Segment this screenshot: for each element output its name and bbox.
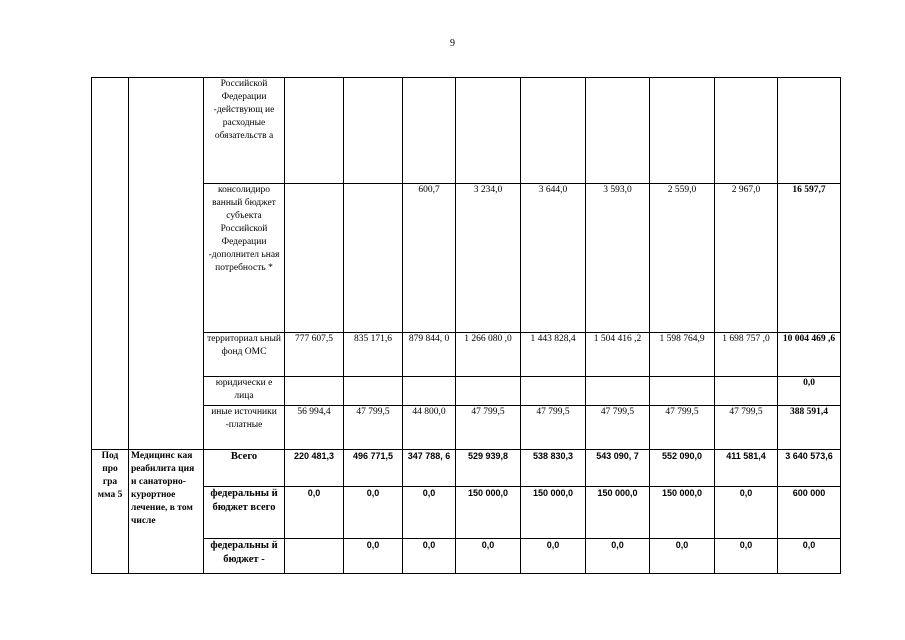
value-cell: 835 171,6 [344,333,403,377]
value-cell: 150 000,0 [586,487,650,539]
value-cell: 529 939,8 [456,450,521,487]
value-cell [285,539,344,574]
value-cell: 1 266 080 ,0 [456,333,521,377]
value-cell [586,377,650,406]
total-cell: 16 597,7 [778,184,841,333]
value-cell: 1 698 757 ,0 [715,333,778,377]
table-row [92,406,841,450]
subprogram-code-cell [92,78,129,450]
row-label: территориал ьный фонд ОМС [204,333,285,377]
value-cell: 1 504 416 ,2 [586,333,650,377]
value-cell: 3 593,0 [586,184,650,333]
value-cell: 600,7 [403,184,456,333]
table-row [92,487,841,539]
page-number: 9 [450,38,455,49]
total-cell [778,78,841,184]
value-cell: 56 994,4 [285,406,344,450]
value-cell: 0,0 [344,487,403,539]
row-label: консолидиро ванный бюджет субъекта Российской Федерации -дополнител ьная потребность * [204,184,285,333]
value-cell: 150 000,0 [650,487,715,539]
value-cell: 0,0 [715,539,778,574]
value-cell: 150 000,0 [456,487,521,539]
row-label: Российской Федерации -действующ ие расходные обязательств а [204,78,285,184]
table-row [92,333,841,377]
value-cell: 411 581,4 [715,450,778,487]
value-cell: 47 799,5 [650,406,715,450]
subprogram-name: Медицинс кая реабилита ция и санаторно- курортное лечение, в том числе [129,450,204,574]
value-cell: 0,0 [715,487,778,539]
value-cell: 496 771,5 [344,450,403,487]
value-cell [285,377,344,406]
value-cell: 47 799,5 [715,406,778,450]
value-cell: 1 598 764,9 [650,333,715,377]
value-cell: 543 090, 7 [586,450,650,487]
value-cell [456,78,521,184]
value-cell: 0,0 [344,539,403,574]
total-cell: 600 000 [778,487,841,539]
value-cell: 777 607,5 [285,333,344,377]
value-cell: 0,0 [586,539,650,574]
subprogram-code: Под про гра мма 5 [92,450,129,574]
value-cell: 347 788, 6 [403,450,456,487]
value-cell: 3 644,0 [521,184,586,333]
value-cell [586,78,650,184]
table-row [92,450,841,487]
table-row [92,184,841,333]
total-cell: 388 591,4 [778,406,841,450]
value-cell: 879 844, 0 [403,333,456,377]
table-row [92,377,841,406]
value-cell: 2 559,0 [650,184,715,333]
value-cell [650,78,715,184]
value-cell: 3 234,0 [456,184,521,333]
value-cell: 47 799,5 [586,406,650,450]
value-cell: 0,0 [403,487,456,539]
value-cell: 0,0 [403,539,456,574]
value-cell [344,78,403,184]
value-cell [344,377,403,406]
value-cell [344,184,403,333]
total-cell: 10 004 469 ,6 [778,333,841,377]
total-cell: 0,0 [778,539,841,574]
value-cell: 538 830,3 [521,450,586,487]
value-cell: 552 090,0 [650,450,715,487]
table-row [92,78,841,184]
value-cell [456,377,521,406]
row-label: юридически е лица [204,377,285,406]
value-cell [285,78,344,184]
value-cell: 2 967,0 [715,184,778,333]
row-label: Всего [204,450,285,487]
subprogram-name-cell [129,78,204,450]
budget-table [91,77,841,574]
value-cell [403,78,456,184]
value-cell: 47 799,5 [456,406,521,450]
value-cell: 220 481,3 [285,450,344,487]
total-cell: 3 640 573,6 [778,450,841,487]
value-cell [403,377,456,406]
value-cell [650,377,715,406]
value-cell [285,184,344,333]
value-cell: 47 799,5 [521,406,586,450]
value-cell: 0,0 [521,539,586,574]
value-cell: 47 799,5 [344,406,403,450]
total-cell: 0,0 [778,377,841,406]
value-cell: 1 443 828,4 [521,333,586,377]
value-cell: 150 000,0 [521,487,586,539]
row-label: федеральны й бюджет - [204,539,285,574]
value-cell [715,78,778,184]
value-cell: 0,0 [650,539,715,574]
value-cell: 0,0 [456,539,521,574]
value-cell [715,377,778,406]
row-label: иные источники -платные [204,406,285,450]
value-cell: 44 800,0 [403,406,456,450]
value-cell [521,78,586,184]
value-cell [521,377,586,406]
value-cell: 0,0 [285,487,344,539]
row-label: федеральны й бюджет всего [204,487,285,539]
table-row [92,539,841,574]
